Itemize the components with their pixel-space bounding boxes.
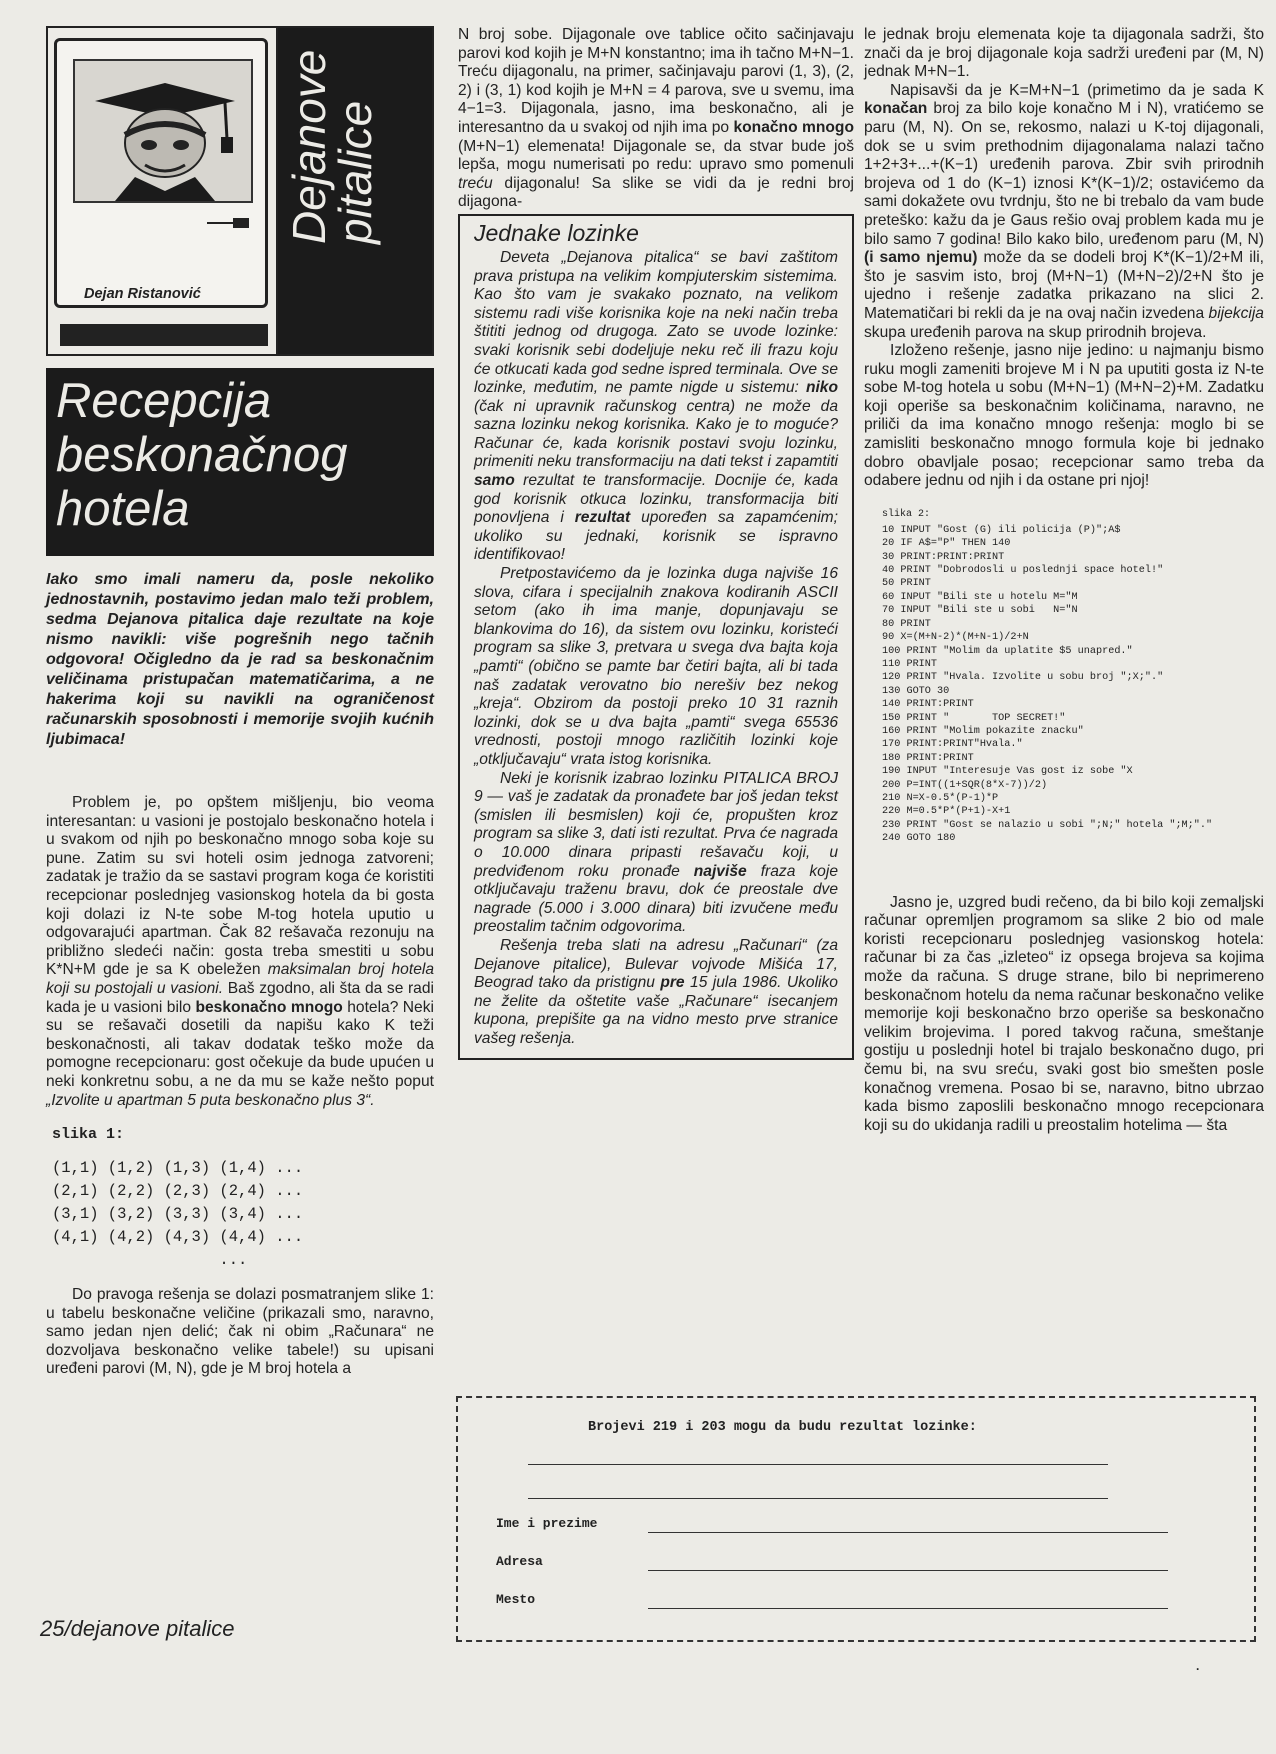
text-run: najviše bbox=[693, 862, 747, 880]
monitor-illustration bbox=[54, 38, 268, 308]
answer-line[interactable] bbox=[528, 1464, 1108, 1465]
section-name bbox=[283, 24, 381, 244]
code-line: 220 M=0.5*P*(P+1)-X+1 bbox=[882, 806, 1011, 818]
title-line-1: Recepcija bbox=[56, 374, 272, 428]
figure-1-caption: slika 1: bbox=[52, 1126, 125, 1144]
figure-1-row: (3,1) (3,2) (3,3) (3,4) ... bbox=[52, 1205, 304, 1224]
body-paragraph bbox=[458, 26, 854, 212]
code-line: 230 PRINT "Gost se nalazio u sobi ";N;" hotela ";M;"." bbox=[882, 819, 1213, 831]
text-run: rezultat bbox=[574, 509, 631, 527]
sidebar-paragraph bbox=[474, 937, 838, 1049]
page-footer: 25/dejanove pitalice bbox=[40, 1616, 235, 1641]
text-run: može da se dodeli broj K*(K−1)/2+M ili, što je sasvim isto, broj (M+N−1) (M+N−2)/2+N što je ujedno i rešenje zadatka prikazano na slici 2. Matematičari bi rekli da je na ovaj način izvedena bbox=[864, 249, 1264, 322]
text-run: Rešenja treba slati na adresu „Računari“ (za Dejanove pitalice), Bulevar vojvode Mišića 17, Beograd tako da pristignu bbox=[474, 936, 838, 992]
body-paragraph: Izloženo rešenje, jasno nije jedino: u najmanju bismo ruku mogli zameniti brojeve M i N pa uputiti gosta iz N-te sobe M-tog hotela u sobu (M+N−1) (M+N−2)+M. Zadatku koji operiše sa beskonačnim količinama, naravno, ne priliči da ima konačno mnogo rešenja: moglo bi se zamisliti beskonačno mnogo formula koje bi jednako dobro obavljale posao; recepcionar samo treba da odabere jednu od njih i da ostane pri njoj! bbox=[864, 342, 1264, 490]
text-run: Deveta „Dejanova pitalica“ se bavi zaštitom prava pristupa na velikim kompjuterskim sistemima. Kao što vam je svakako poznato, na velikom sistemu radi više korisnika koje na neki način treba štititi jednog od drugoga. Zato se uvode lozinke: svaki korisnik sebi dodeljuje neku reč ili frazu koju će otkucati kada god sedne ispred terminala. Ove se lozinke, međutim, ne pamte nigde u sistemu: bbox=[474, 248, 838, 397]
page-mark: · bbox=[1196, 1662, 1200, 1676]
address-field[interactable] bbox=[648, 1570, 1168, 1571]
text-run: treću bbox=[458, 174, 493, 192]
body-paragraph bbox=[46, 794, 434, 1110]
code-line: 120 PRINT "Hvala. Izvolite u sobu broj ";X;"." bbox=[882, 672, 1164, 684]
section-header bbox=[46, 26, 434, 356]
text-run: niko bbox=[805, 379, 838, 397]
column-2 bbox=[458, 26, 854, 1060]
text-run: (čak ni upravnik računskog centra) ne može da sazna lozinku nekog korisnika. Kako je to moguće? Računar će, kada korisnik postavi svoju lozinku, primeniti neku transformaciju na dati tekst i zapamtiti bbox=[474, 397, 838, 471]
text-run: fraza koje otključavaju traženu bravu, dok će preostale dve nagrade (5.000 i 3.000 dinara) biti izvučene među preostalim tačnim odgovorima. bbox=[474, 862, 838, 936]
text-run: (M+N−1) elemenata! Dijagonale se, da stvar bude još lepša, mogu numerisati po redu: upravo smo pomenuli bbox=[458, 137, 854, 174]
name-label: Ime i prezime bbox=[496, 1516, 598, 1531]
code-line: 100 PRINT "Molim da uplatite $5 unapred." bbox=[882, 645, 1133, 657]
author-illustration bbox=[48, 28, 278, 354]
code-line: 80 PRINT bbox=[882, 618, 931, 630]
title-line-2: beskonačnog bbox=[56, 428, 348, 482]
keyboard-illustration bbox=[60, 324, 268, 346]
section-name-line-2: pitalice bbox=[329, 100, 381, 244]
code-line: 190 INPUT "Interesuje Vas gost iz sobe "X bbox=[882, 766, 1133, 778]
text-run: (i samo njemu) bbox=[864, 249, 978, 267]
sidebar-box bbox=[458, 214, 854, 1061]
figure-1-row: ... bbox=[52, 1251, 248, 1270]
address-label: Adresa bbox=[496, 1554, 543, 1569]
text-run: skupa uređenih parova na skup prirodnih brojeva. bbox=[864, 323, 1207, 341]
text-run: beskonačno mnogo bbox=[195, 998, 343, 1016]
drive-slot-icon bbox=[207, 217, 251, 229]
text-run: konačno mnogo bbox=[733, 118, 854, 136]
text-run: hotela? Neki su se rešavači dosetili da napišu kako K teži beskonačnosti, ali takav dodatak teško može da pomogne recepcionaru: gost očekuje da bude upućen u neki konkretnu sobu, a ne da mu se kaže nešto poput bbox=[46, 998, 434, 1090]
code-line: 140 PRINT:PRINT bbox=[882, 699, 974, 711]
body-paragraph: le jednak broju elemenata koje ta dijagonala sadrži, što znači da je broj dijagonale koja sadrži uređeni par (M, N) jednak M+N−1. bbox=[864, 26, 1264, 81]
code-line: 30 PRINT:PRINT:PRINT bbox=[882, 551, 1005, 563]
text-run: konačan bbox=[864, 100, 928, 118]
text-run: Baš zgodno, ali šta da se radi kada je u vasioni bilo bbox=[46, 979, 434, 1016]
lead-paragraph: Iako smo imali nameru da, posle nekoliko jednostavnih, postavimo jedan malo teži problem, sedma Dejanova pitalica daje rezultate na koje nismo navikli: više pogrešnih nego tačnih odgovora! Očigledno da je rad sa beskonačnim veličinama pristupačan matematičarima, a ne hakerima koji su navikli na ograničenost računarskih sposobnosti i memorije svojih kućnih ljubimaca! bbox=[46, 571, 434, 748]
text-run: pre bbox=[660, 974, 685, 992]
text-run: Neki je korisnik izabrao lozinku PITALICA BROJ 9 — vaš je zadatak da pronađete bar još jedan tekst (smislen ili besmislen) koji će, propušten kroz program sa slike 3, dati isti rezultat. Prva će nagrada o 10.000 dinara pripasti rešavaču koji, u predviđenom roku pronađe bbox=[474, 769, 838, 880]
answer-line[interactable] bbox=[528, 1498, 1108, 1499]
text-run: N broj sobe. Dijagonale ove tablice očito sačinjavaju parovi kod kojih je M+N konstantno; ima ih tačno M+N−1. Treću dijagonalu, na primer, sačinjavaju parovi (1, 3), (2, 2) i (3, 1) kod kojih je M+N = 4 parova, sve u svemu, ima 4−1=3. Dijagonala, jasno, ima beskonačno, ali je interesantno da u svakoj od njih ima po bbox=[458, 26, 854, 136]
figure-2-code-listing bbox=[864, 524, 1264, 846]
code-line: 180 PRINT:PRINT bbox=[882, 752, 974, 764]
title-line-3: hotela bbox=[56, 482, 190, 536]
text-run: maksimalan broj hotela koji su postojali u vasioni. bbox=[46, 961, 434, 997]
text-run: Napisavši da je K=M+N−1 (primetimo da je sada K bbox=[890, 81, 1264, 99]
code-line: 20 IF A$="P" THEN 140 bbox=[882, 538, 1011, 550]
column-3 bbox=[864, 26, 1264, 1135]
text-run: Problem je, po opštem mišljenju, bio veoma interesantan: u vasioni je postojalo beskonačno hotela i u svakom od njih po beskonačno mnogo soba koje su pune. Zatim su svi hoteli osim jednoga zatvoreni; zadatak je tražio da se sastavi program koga će koristiti recepcionar poslednjeg vasionskog hotela da bi gosta koji dolazi iz N-te sobe M-tog hotela uputio u odgovarajući apartman. Čak 82 rešavača rezonuju na približno sledeći način: gosta treba smestiti u sobu K*N+M gde je sa K obeležen bbox=[46, 794, 434, 979]
text-run: upoređen sa zapamćenim; ukoliko su jednaki, korisnik se ispravno identifikovao! bbox=[474, 509, 838, 564]
section-name-line-1: Dejanove bbox=[283, 49, 335, 244]
body-paragraph: Jasno je, uzgred budi rečeno, da bi bilo koji zemaljski računar opremljen programom sa slike 2 bio od male koristi recepcionaru poslednjeg vasionskog hotela: računar bi za čas „izleteo“ iz opsega brojeva sa kojima može da računa. S druge strane, bilo bi neprimereno beskonačnom hotelu da nema računar beskonačno velike memorije koji beskonačno brzo operiše sa beskonačno velikim brojevima. I pored takvog računa, smeštanje gostiju u poslednji hotel bi trajalo beskonačno dugo, pri čemu bi, na svu sreću, svaki gost bio smešten posle konačnog vremena. Posao bi se, naravno, bitno ubrzao kada bismo zaposlili beskonačno mnogo recepcionara koji su do ukidanja radili u preostalim hotelima — šta bbox=[864, 893, 1264, 1134]
code-line: 130 GOTO 30 bbox=[882, 685, 950, 697]
code-line: 40 PRINT "Dobrodosli u poslednji space hotel!" bbox=[882, 565, 1164, 577]
code-line: 110 PRINT bbox=[882, 658, 938, 670]
code-line: 200 P=INT((1+SQR(8*X-7))/2) bbox=[882, 779, 1048, 791]
column-1 bbox=[46, 26, 434, 1379]
section-name-band bbox=[276, 28, 432, 354]
code-line: 90 X=(M+N-2)*(M+N-1)/2+N bbox=[882, 632, 1029, 644]
code-line: 170 PRINT:PRINT"Hvala." bbox=[882, 739, 1023, 751]
text-run: broj za bilo koje konačno M i N), vratićemo se paru (M, N). On se, rekosmo, nalazi u K-toj dijagonali, dok se u svim prethodnim dijagonalama nalazi tačno 1+2+3+...+(K−1) uređenih parova. Zbir svih prirodnih brojeva od 1 do (K−1) iznosi K*(K−1)/2; ostavićemo da sami dokažete ovu tvrdnju, što ne bi trebalo da vam bude preteško: kažu da je Gaus rešio ovaj problem kada mu je bilo samo 7 godina! Bilo kako bilo, uređenom paru (M, N) bbox=[864, 100, 1264, 248]
entry-coupon bbox=[456, 1396, 1256, 1642]
figure-2-caption: slika 2: bbox=[882, 508, 931, 520]
text-run: „Izvolite u apartman 5 puta beskonačno plus 3“. bbox=[46, 1091, 375, 1109]
name-field[interactable] bbox=[648, 1532, 1168, 1533]
text-run: samo bbox=[474, 472, 515, 490]
body-paragraph: Do pravoga rešenja se dolazi posmatranjem slike 1: u tabelu beskonačne veličine (prikazali smo, naravno, samo jedan njen delić; čak ni obim „Računara“ ne dozvoljava beskonačno velike tabele!) su upisani uređeni parovi (M, N), gde je M broj hotela a bbox=[46, 1286, 434, 1378]
coupon-heading: Brojevi 219 i 203 mogu da budu rezultat lozinke: bbox=[588, 1420, 977, 1435]
professor-portrait-image bbox=[73, 59, 253, 203]
body-paragraph bbox=[864, 82, 1264, 342]
sidebar-title: Jednake lozinke bbox=[474, 219, 639, 246]
article-title bbox=[46, 368, 434, 556]
text-run: bijekcija bbox=[1208, 304, 1264, 322]
code-line: 150 PRINT " TOP SECRET!" bbox=[882, 712, 1066, 724]
code-line: 50 PRINT bbox=[882, 578, 931, 590]
code-line: 240 GOTO 180 bbox=[882, 833, 956, 845]
code-line: 60 INPUT "Bili ste u hotelu M="M bbox=[882, 591, 1078, 603]
sidebar-paragraph bbox=[474, 249, 838, 565]
text-run: 15 jula 1986. Ukoliko ne želite da oštetite vaše „Računare“ isecanjem kupona, prepišite ga na vidno mesto prve stranice vašeg rešenja. bbox=[474, 974, 838, 1047]
figure-1-row: (4,1) (4,2) (4,3) (4,4) ... bbox=[52, 1228, 304, 1247]
sidebar-paragraph: Pretpostavićemo da je lozinka duga najviše 16 slova, cifara i specijalnih znakova kodiranih ASCII setom (ako ih ima manje, dopunjavaju se blankovima do 16), da sistem ovu lozinku, koristeći program sa slike 3, pretvara u svega dva bajta koja „pamti“ (obično se pamte bar četiri bajta, ali bi tada naš zadatak verovatno bio nerešiv bez nekog „kreja“. Obzirom da postoji preko 10 31 raznih lozinki, dok se u dva bajta „pamti“ svega 65536 vrednosti, postoji mnogo različitih lozinki koje „otključavaju“ vrata istog korisnika. bbox=[474, 565, 838, 768]
figure-1-row: (2,1) (2,2) (2,3) (2,4) ... bbox=[52, 1182, 304, 1201]
code-line: 210 N=X-0.5*(P-1)*P bbox=[882, 792, 999, 804]
figure-1-table bbox=[52, 1157, 434, 1272]
code-line: 70 INPUT "Bili ste u sobi N="N bbox=[882, 605, 1078, 617]
code-line: 160 PRINT "Molim pokazite znacku" bbox=[882, 725, 1084, 737]
sidebar-paragraph bbox=[474, 770, 838, 937]
city-field[interactable] bbox=[648, 1608, 1168, 1609]
author-name: Dejan Ristanović bbox=[84, 286, 201, 302]
text-run: dijagonalu! Sa slike se vidi da je redni broj dijagona- bbox=[458, 174, 854, 211]
city-label: Mesto bbox=[496, 1592, 536, 1607]
text-run: rezultat te transformacije. Docnije će, kada god korisnik otkuca lozinku, transformacija biti ponovljena i bbox=[474, 472, 838, 527]
code-line: 10 INPUT "Gost (G) ili policija (P)";A$ bbox=[882, 524, 1121, 536]
figure-1-row: (1,1) (1,2) (1,3) (1,4) ... bbox=[52, 1159, 304, 1178]
